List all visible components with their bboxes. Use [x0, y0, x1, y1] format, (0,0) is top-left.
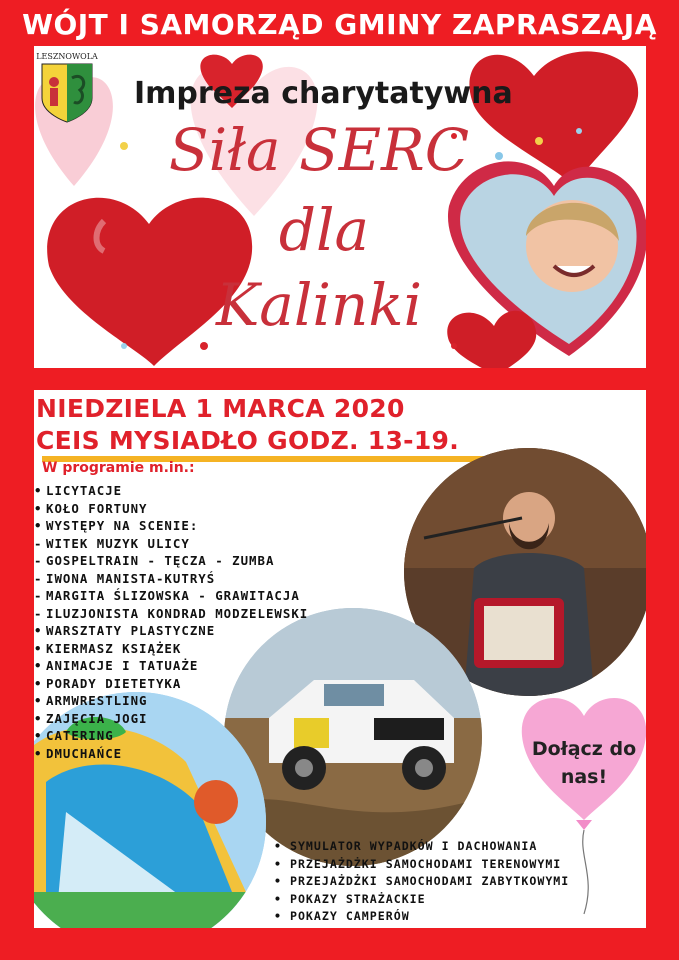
- hero-panel: [34, 46, 646, 368]
- list-item: • PRZEJAŻDŻKI SAMOCHODAMI ZABYTKOWYMI: [274, 874, 570, 888]
- list-item: • WARSZTATY PLASTYCZNE: [34, 623, 216, 638]
- balloon-text-line2: nas!: [560, 766, 608, 788]
- coat-of-arms-icon: [40, 62, 94, 124]
- event-date: NIEDZIELA 1 MARCA 2020: [36, 394, 405, 423]
- list-item: • PRZEJAŻDŻKI SAMOCHODAMI TERENOWYMI: [274, 856, 562, 871]
- event-title-line3: Kalinki: [215, 271, 423, 339]
- list-item: • KIERMASZ KSIĄŻEK: [34, 640, 182, 656]
- list-item: • POKAZY CAMPERÓW: [274, 909, 410, 923]
- list-item: • LICYTACJE: [34, 483, 123, 498]
- event-place-time: CEIS MYSIADŁO GODZ. 13-19.: [36, 426, 460, 455]
- municipality-logo: [36, 52, 98, 130]
- program-heading: W programie m.in.:: [42, 460, 195, 476]
- list-item: • CATERING: [34, 728, 114, 743]
- list-item: • WYSTĘPY NA SCENIE:: [34, 518, 199, 533]
- program-list: [34, 482, 308, 762]
- list-item: - ILUZJONISTA KONDRAD MODZELEWSKI: [34, 605, 309, 621]
- event-subtitle: Impreza charytatywna: [134, 76, 513, 111]
- list-item: • ZAJĘCIA JOGI: [34, 710, 148, 726]
- logo-text: LESZNOWOLA: [36, 52, 98, 61]
- list-item: • ANIMACJE I TATUAŻE: [34, 658, 199, 673]
- balloon-text-line1: Dołącz do: [531, 738, 637, 760]
- list-item: • POKAZY STRAŻACKIE: [274, 891, 426, 906]
- header-title: WÓJT I SAMORZĄD GMINY ZAPRASZAJĄ: [22, 8, 657, 41]
- event-title-line1: Siła SERC: [168, 116, 470, 184]
- list-item: - MARGITA ŚLIZOWSKA - GRAWITACJA: [34, 588, 300, 603]
- list-item: - IWONA MANISTA-KUTRYŚ: [34, 570, 216, 586]
- program-panel: [34, 390, 646, 928]
- list-item: - WITEK MUZYK ULICY: [34, 535, 190, 551]
- list-item: - GOSPELTRAIN - TĘCZA - ZUMBA: [34, 553, 275, 568]
- list-item: • DMUCHAŃCE: [34, 745, 123, 761]
- list-item: • SYMULATOR WYPADKÓW I DACHOWANIA: [274, 839, 538, 853]
- event-title-line2: dla: [278, 196, 370, 264]
- list-item: • ARMWRESTLING: [34, 693, 148, 708]
- list-item: • KOŁO FORTUNY: [34, 500, 148, 516]
- list-item: • PORADY DIETETYKA: [34, 675, 182, 691]
- extra-program-list: [274, 838, 569, 926]
